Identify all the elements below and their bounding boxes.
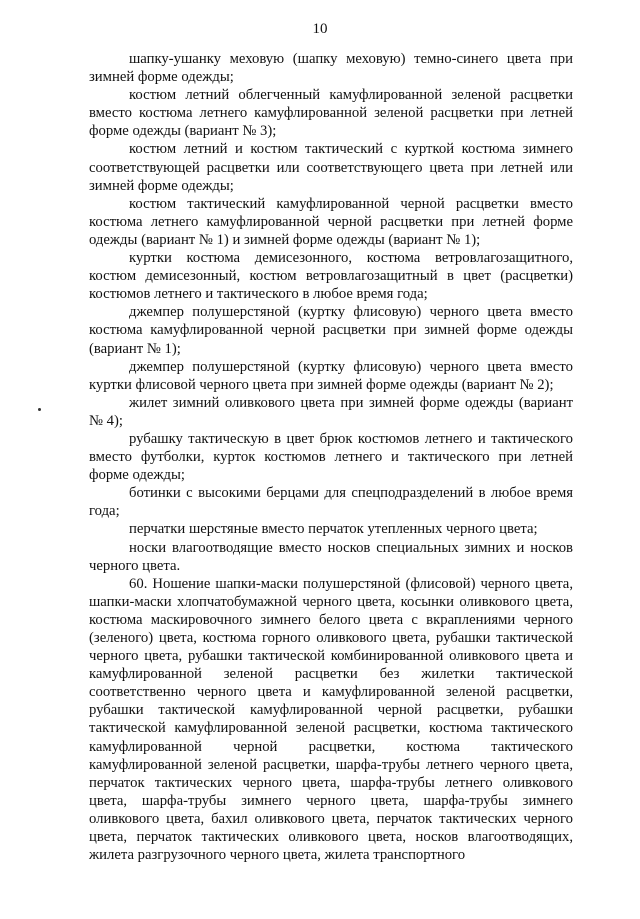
scan-dot-mark xyxy=(38,408,41,411)
paragraph-tactical-shirt: рубашку тактическую в цвет брюк костюмов летнего и тактического вместо футболки, курток костюмов летнего и тактического при летней форме одежды; xyxy=(89,430,573,484)
paragraph-winter-vest: жилет зимний оливкового цвета при зимней форме одежды (вариант № 4); xyxy=(89,394,573,429)
paragraph-tactical-black-suit: костюм тактический камуфлированной черной расцветки вместо костюма летнего камуфлированной черной расцветки при летней форме одежды (вариант № 1) и зимней форме одежды (вариант № 1); xyxy=(89,195,573,248)
paragraph-wool-gloves: перчатки шерстяные вместо перчаток утепленных черного цвета; xyxy=(129,521,538,538)
paragraph-boots: ботинки с высокими берцами для спецподразделений в любое время года; xyxy=(89,485,573,520)
paragraph-socks: носки влагоотводящие вместо носков специальных зимних и носков черного цвета. xyxy=(89,539,573,574)
paragraph-jumper-variant-2: джемпер полушерстяной (куртку флисовую) черного цвета вместо куртки флисовой черного цвета при зимней форме одежды (вариант № 2); xyxy=(89,358,573,393)
paragraph-summer-light-suit: костюм летний облегченный камуфлированной зеленой расцветки вместо костюма летнего камуфлированной зеленой расцветки при летней форме одежды (вариант № 3); xyxy=(89,87,573,140)
paragraph-jumper-variant-1: джемпер полушерстяной (куртку флисовую) черного цвета вместо костюма камуфлированной черной расцветки при зимней форме одежды (вариант № 1); xyxy=(89,304,573,357)
paragraph-demiseason-jackets: куртки костюма демисезонного, костюма ветровлагозащитного, костюм демисезонный, костюм ветровлагозащитный в цвет (расцветки) костюмов летнего и тактического в любое время года; xyxy=(89,250,573,303)
paragraph-summer-tactical-suit: костюм летний и костюм тактический с курткой костюма зимнего соответствующей расцветки или соответствующего цвета при летней или зимней форме одежды; xyxy=(89,141,573,194)
paragraph-winter-hat: шапку-ушанку меховую (шапку меховую) темно-синего цвета при зимней форме одежды; xyxy=(89,51,573,86)
page-number: 10 xyxy=(312,21,328,37)
document-body xyxy=(89,50,573,864)
paragraph-item-60: 60. Ношение шапки-маски полушерстяной (флисовой) черного цвета, шапки-маски хлопчатобумажной черного цвета, косынки оливкового цвета, костюма маскировочного зимнего белого цвета с вкраплениями черного (зеленого) цвета, костюма горного оливкового цвета, рубашки тактической черного цвета, рубашки тактической комбинированной оливкового цвета и камуфлированной зеленой расцветки без жилетки тактической соответственно черного цвета и камуфлированной зеленой расцветки, рубашки тактической камуфлированной черной расцветки, рубашки тактической камуфлированной зеленой расцветки, костюма тактического камуфлированной черной расцветки, костюма тактического камуфлированной зеленой расцветки, шарфа-трубы летнего черного цвета, перчаток тактических черного цвета, шарфа-трубы летнего оливкового цвета, шарфа-трубы зимнего черного цвета, шарфа-трубы зимнего оливкового цвета, бахил оливкового цвета, перчаток тактических черного цвета, перчаток тактических оливкового цвета, носков влагоотводящих, жилета разгрузочного черного цвета, жилета транспортного xyxy=(89,575,573,864)
